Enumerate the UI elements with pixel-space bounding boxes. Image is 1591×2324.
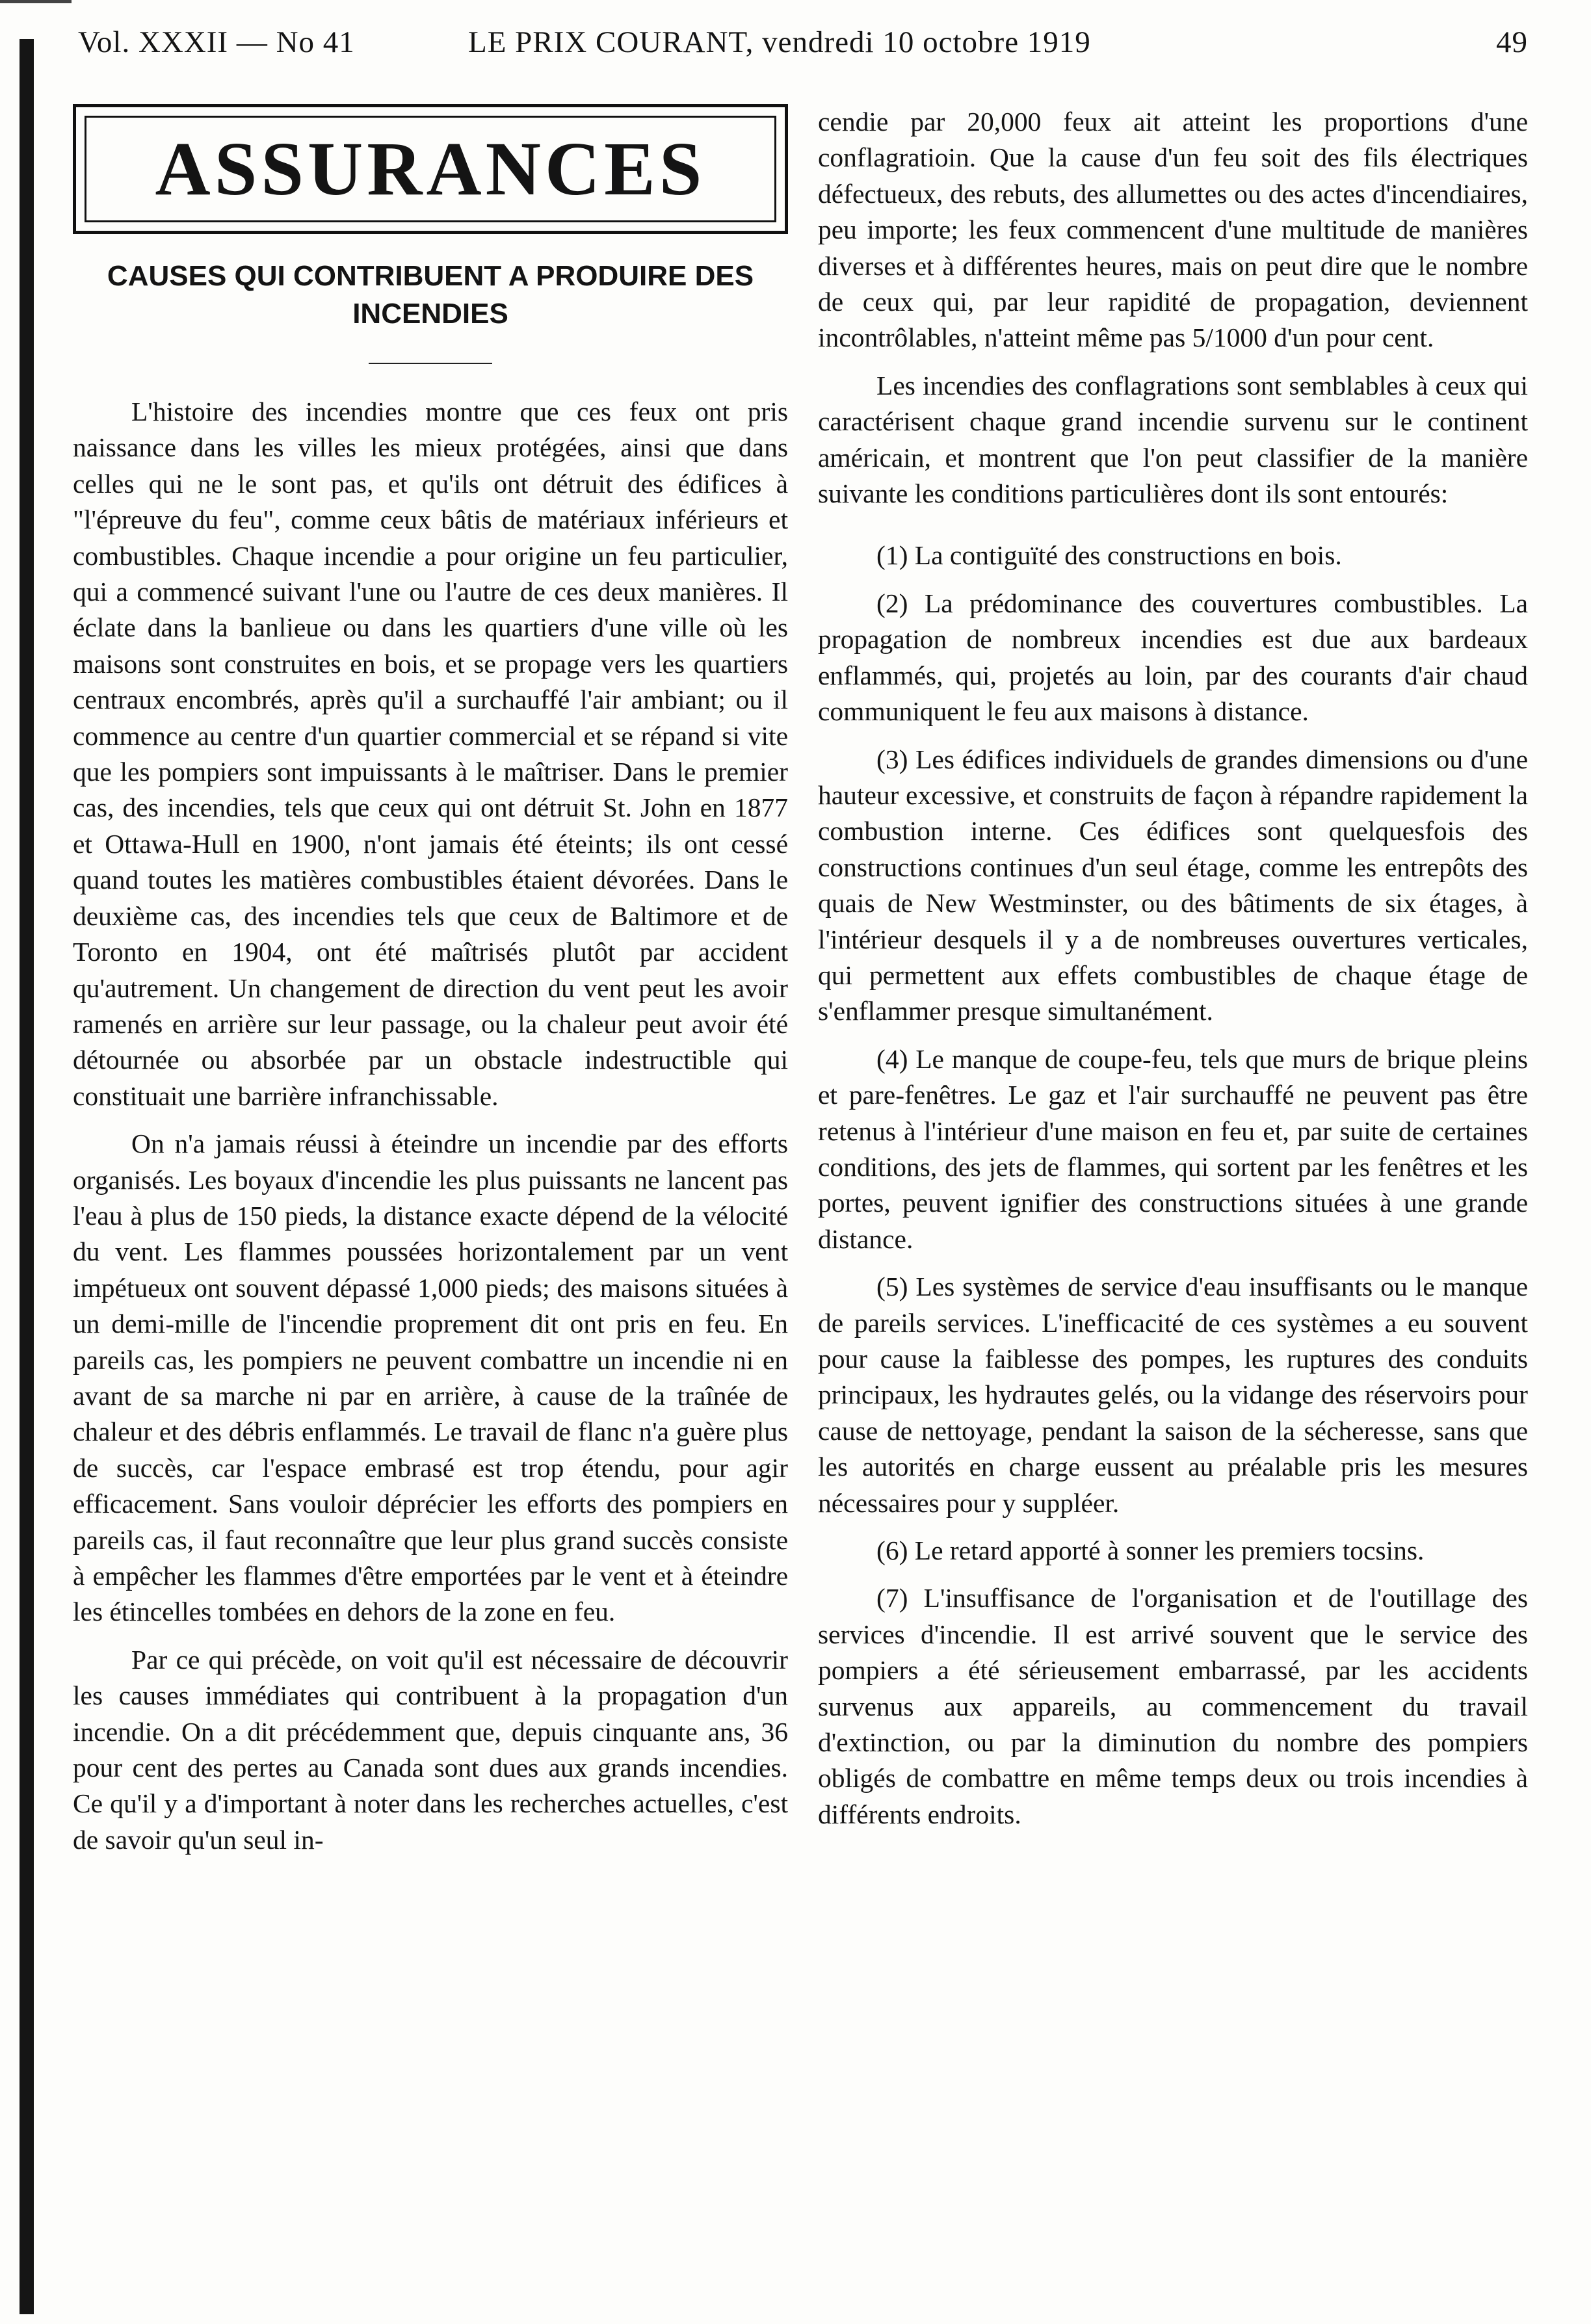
page-number: 49 [1496,25,1528,59]
running-header [78,25,1528,70]
page-gutter-bar [20,39,34,2314]
article-paragraph-continued: cendie par 20,000 feux ait atteint les proportions d'une conflagratioin. Que la cause d'un feu soit des fils électriques défectueux, des rebuts, des allumettes ou des actes d'incendiaires, peu importe; les feux commencent d'une multitude de manières diverses et à différentes heures, mais on peut dire que le nombre de ceux qui, par leur rapidité de propagation, deviennent incontrôlables, n'atteint même pas 5/1000 d'un pour cent. [818,107,1528,353]
condition-item: (5) Les systèmes de service d'eau insuffisants ou le manque de pareils services. L'inefficacité de ces systèmes a eu souvent pour cause la faiblesse des pompes, les ruptures des conduits principaux, les hydrautes gelés, ou la vidange des réservoirs pour cause de nettoyage, pendant la saison de la sécheresse, sans que les autorités en charge eussent au préalable pris les mesures nécessaires pour y suppléer. [818,1272,1528,1518]
section-title: ASSURANCES [155,126,706,211]
article-paragraph: Les incendies des conflagrations sont semblables à ceux qui caractérisent chaque grand incendie survenu sur le continent américain, et montrent que l'on peut classifier de la manière suivante les conditions particulières dont ils sont entourés: [818,370,1528,509]
top-edge-rule [0,0,72,3]
right-column [818,104,1528,1833]
conditions-list [818,538,1528,1833]
left-column [73,104,788,1858]
article-paragraph: On n'a jamais réussi à éteindre un incendie par des efforts organisés. Les boyaux d'incendie les plus puissants ne lancent pas l'eau à plus de 150 pieds, la distance exacte dépend de la vélocité du vent. Les flammes poussées horizontalement par un vent impétueux ont souvent dépassé 1,000 pieds; des maisons situées à un demi-mille de l'incendie proprement dit ont pris en feu. En pareils cas, les pompiers ne peuvent combattre un incendie ni en avant de sa marche ni par en arrière, à cause de la traînée de chaleur et des débris enflammés. Le travail de flanc n'a guère plus de succès, car l'espace embrasé est trop étendu, pour agir efficacement. Sans vouloir déprécier les efforts des pompiers en pareils cas, il faut reconnaître que leur plus grand succès consiste à empêcher les flammes d'être emportées par le vent et à éteindre les étincelles tombées en dehors de la zone en feu. [73,1129,788,1627]
banner-inner-frame [85,116,776,222]
article-headline: CAUSES QUI CONTRIBUENT A PRODUIRE DES INCENDIES [107,260,754,330]
condition-item: (6) Le retard apporté à sonner les premiers tocsins. [876,1535,1425,1566]
volume-number: Vol. XXXII — No 41 [78,25,355,59]
headline-divider [369,363,492,364]
condition-item: (1) La contiguïté des constructions en bois. [876,540,1342,571]
condition-item: (7) L'insuffisance de l'organisation et de l'outillage des services d'incendie. Il est arrivé souvent que le service des pompiers a été sérieusement embarrassé, par les accidents survenus aux appareils, au commencement du travail d'extinction, ou par la diminution du nombre des pompiers obligés de combattre en même temps deux ou trois incendies à différents endroits. [818,1583,1528,1829]
publication-title: LE PRIX COURANT, vendredi 10 octobre 1919 [468,25,1091,59]
condition-item: (3) Les édifices individuels de grandes dimensions ou d'une hauteur excessive, et construits de façon à répandre rapidement la combustion interne. Ces édifices sont quelquesfois des constructions continues d'un seul étage, comme les entrepôts des quais de New Westminster, ou des bâtiments de six étages, à l'intérieur desquels il y a de nombreuses ouvertures verticales, qui permettent aux effets combustibles de chaque étage de s'enflammer presque simultanément. [818,744,1528,1026]
article-paragraph: L'histoire des incendies montre que ces feux ont pris naissance dans les villes les mieux protégées, ainsi que dans celles qui ne le sont pas, et qu'ils ont détruit des édifices à "l'épreuve du feu", comme ceux bâtis de matériaux inférieurs et combustibles. Chaque incendie a pour origine un feu particulier, qui a commencé suivant l'une ou l'autre de ces deux manières. Il éclate dans la banlieue ou dans les quartiers d'une ville où les maisons sont construites en bois, et se propage vers les quartiers centraux encombrés, après qu'il a surchauffé l'air ambiant; ou il commence au centre d'un quartier commercial et se répand si vite que les pompiers sont impuissants à le maîtriser. Dans le premier cas, des incendies, tels que ceux qui ont détruit St. John en 1877 et Ottawa-Hull en 1900, n'ont jamais été éteints; ils ont cessé quand toutes les matières combustibles étaient dévorées. Dans le deuxième cas, des incendies tels que ceux de Baltimore et de Toronto en 1904, ont été maîtrisés plutôt par accident qu'autrement. Un changement de direction du vent peut les avoir ramenés en arrière sur leur passage, ou la chaleur peut avoir été détournée ou absorbée par un obstacle indestructible qui constituait une barrière infranchissable. [73,397,788,1111]
condition-item: (4) Le manque de coupe-feu, tels que murs de brique pleins et pare-fenêtres. Le gaz et l'air surchauffé ne peuvent pas être retenus à l'intérieur d'une maison en feu et, par suite de certaines conditions, des jets de flammes, qui sortent par les fenêtres et les portes, peuvent ignifier des constructions situées à une grande distance. [818,1043,1528,1254]
section-banner [73,104,788,234]
article-paragraph: Par ce qui précède, on voit qu'il est nécessaire de découvrir les causes immédiates qui contribuent à la propagation d'un incendie. On a dit précédemment que, depuis cinquante ans, 36 pour cent des pertes au Canada sont dues aux grands incendies. Ce qu'il y a d'important à noter dans les recherches actuelles, c'est de savoir qu'un seul in- [73,1644,788,1855]
condition-item: (2) La prédominance des couvertures combustibles. La propagation de nombreux incendies est due aux bardeaux enflammés, qui, projetés au loin, par des courants d'air chaud communiquent le feu aux maisons à distance. [818,588,1528,727]
